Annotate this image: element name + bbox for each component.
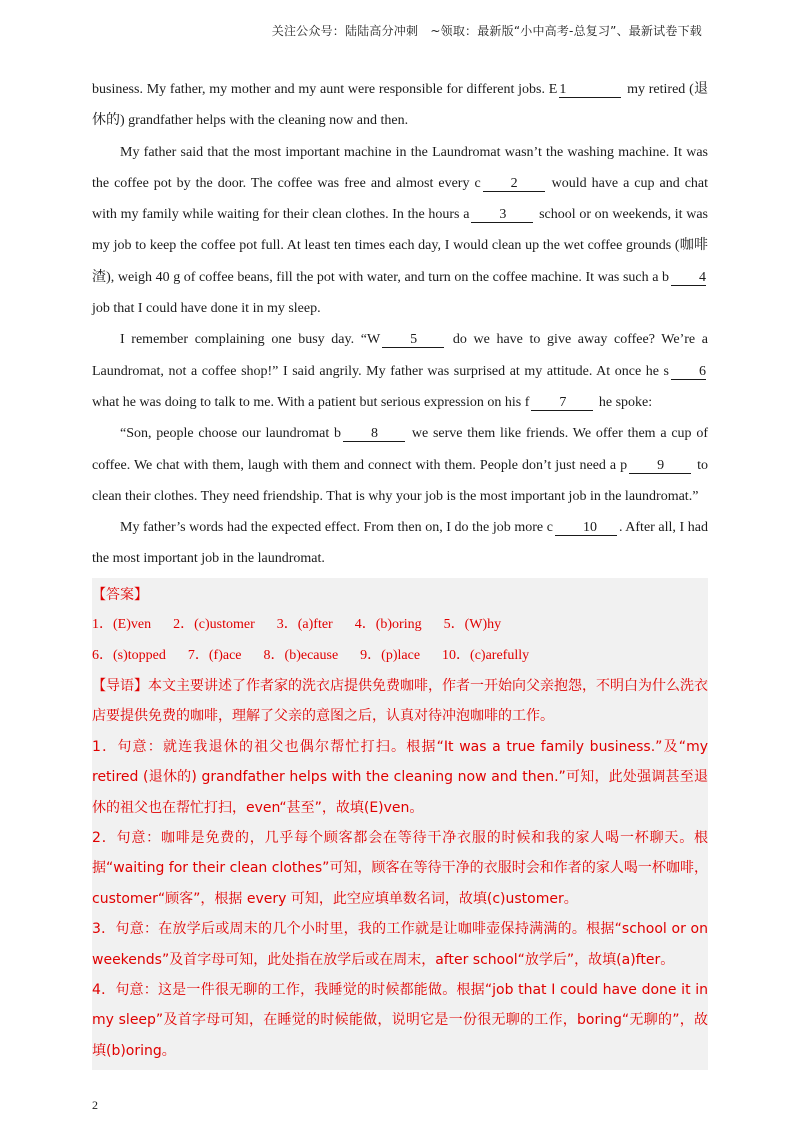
passage-text: would have a cup and chat with my family while waiting for their clean clothes. In the hours a xyxy=(92,175,709,223)
passage-paragraph-5 xyxy=(92,512,708,575)
page-content xyxy=(92,74,708,1070)
header-promo-note: 关注公众号：陆陆高分冲刺 ~领取：最新版“小中高考-总复习”、最新试卷下载 xyxy=(271,24,702,38)
answer-item: 7．(f)ace xyxy=(187,647,242,663)
passage-text: we serve them like friends. We offer them a cup of coffee. We chat with them, laugh with them and connect with them. People don’t just need a p xyxy=(92,426,709,473)
explanation-1: 1．句意：就连我退休的祖父也偶尔帮忙打扫。根据“It was a true family business.”及“my retired (退休的) grandfather helps with the cleaning now and then.”可知，此处强调甚至退休的祖父也在帮忙打扫，even“甚至”，故填(E)ven。 xyxy=(92,738,708,816)
cloze-passage xyxy=(92,74,708,575)
answer-row-2 xyxy=(92,641,708,671)
page-number: 2 xyxy=(92,1098,98,1112)
blank-1: 1 xyxy=(559,82,621,98)
answer-heading: 【答案】 xyxy=(92,586,148,603)
answer-row-1 xyxy=(92,610,708,640)
passage-text: what he was doing to talk to me. With a patient but serious expression on his f xyxy=(92,394,530,410)
answer-item: 6．(s)topped xyxy=(92,647,166,663)
blank-3: 3 xyxy=(471,207,533,223)
passage-paragraph-3 xyxy=(92,324,708,418)
passage-text: . After all, I had the most important job in the laundromat. xyxy=(92,520,708,567)
answer-item: 3．(a)fter xyxy=(276,617,333,633)
explanation-3: 3．句意：在放学后或周末的几个小时里，我的工作就是让咖啡壶保持满满的。根据“school or on weekends”及首字母可知，此处指在放学后或在周末，after school“放学后”，故填(a)fter。 xyxy=(92,921,708,968)
answer-item: 8．(b)ecause xyxy=(263,647,339,663)
answer-section xyxy=(92,578,708,1071)
passage-paragraph-1 xyxy=(92,74,708,137)
blank-7: 7 xyxy=(531,395,593,411)
passage-text: do we have to give away coffee? We’re a Laundromat, not a coffee shop!” I said angrily. My father was surprised at my attitude. At once he s xyxy=(92,332,709,379)
blank-9: 9 xyxy=(629,458,691,474)
blank-8: 8 xyxy=(343,426,405,442)
passage-text: “Son, people choose our laundromat b xyxy=(120,426,342,442)
guide-text: 本文主要讲述了作者家的洗衣店提供免费咖啡，作者一开始向父亲抱怨，不明白为什么洗衣店要提供免费的咖啡，理解了父亲的意图之后，认真对待冲泡咖啡的工作。 xyxy=(92,677,708,725)
explanation-2: 2．句意：咖啡是免费的，几乎每个顾客都会在等待干净衣服的时候和我的家人喝一杯聊天。根据“waiting for their clean clothes”可知，顾客在等待干净的衣服时会和作者的家人喝一杯咖啡，customer“顾客”，根据 every 可知，此空应填单数名词，故填(c)ustomer。 xyxy=(92,830,708,907)
passage-paragraph-2 xyxy=(92,137,708,325)
guide-tag: 【导语】 xyxy=(92,677,148,694)
answer-item: 2．(c)ustomer xyxy=(173,617,255,633)
passage-text: my retired (退休的) grandfather helps with the cleaning now and then. xyxy=(92,82,708,129)
blank-6: 6 xyxy=(671,364,706,380)
explanation-4: 4．句意：这是一件很无聊的工作，我睡觉的时候都能做。根据“job that I could have done it in my sleep”及首字母可知，在睡觉的时候能做，说明它是一份很无聊的工作，boring“无聊的”，故填(b)oring。 xyxy=(92,982,708,1059)
blank-5: 5 xyxy=(382,332,444,348)
answer-item: 5．(W)hy xyxy=(443,617,502,633)
passage-text: I remember complaining one busy day. “W xyxy=(120,332,381,348)
answer-item: 1．(E)ven xyxy=(92,617,152,633)
passage-text: business. My father, my mother and my aunt were responsible for different jobs. E xyxy=(92,82,558,97)
answer-item: 9．(p)lace xyxy=(360,647,421,663)
passage-paragraph-4 xyxy=(92,418,708,512)
guide-paragraph xyxy=(92,671,708,732)
blank-2: 2 xyxy=(483,176,545,192)
passage-text: school or on weekends, it was my job to keep the coffee pot full. At least ten times each day, I would clean up the wet coffee grounds (咖啡渣), weigh 40 g of coffee beans, fill the pot with water, and turn on the coffee machine. It was such a b xyxy=(92,207,708,285)
answer-item: 4．(b)oring xyxy=(354,617,422,633)
passage-text: he spoke: xyxy=(598,394,653,410)
passage-text: job that I could have done it in my sleep. xyxy=(92,301,321,317)
blank-10: 10 xyxy=(555,520,617,536)
passage-text: My father said that the most important machine in the Laundromat wasn’t the washing machine. It was the coffee pot by the door. The coffee was free and almost every c xyxy=(92,144,708,191)
passage-text: to clean their clothes. They need friendship. That is why your job is the most important job in the laundromat.” xyxy=(92,457,709,504)
blank-4: 4 xyxy=(671,270,706,286)
answer-item: 10．(c)arefully xyxy=(442,647,530,663)
passage-text: My father’s words had the expected effect. From then on, I do the job more c xyxy=(120,520,553,536)
